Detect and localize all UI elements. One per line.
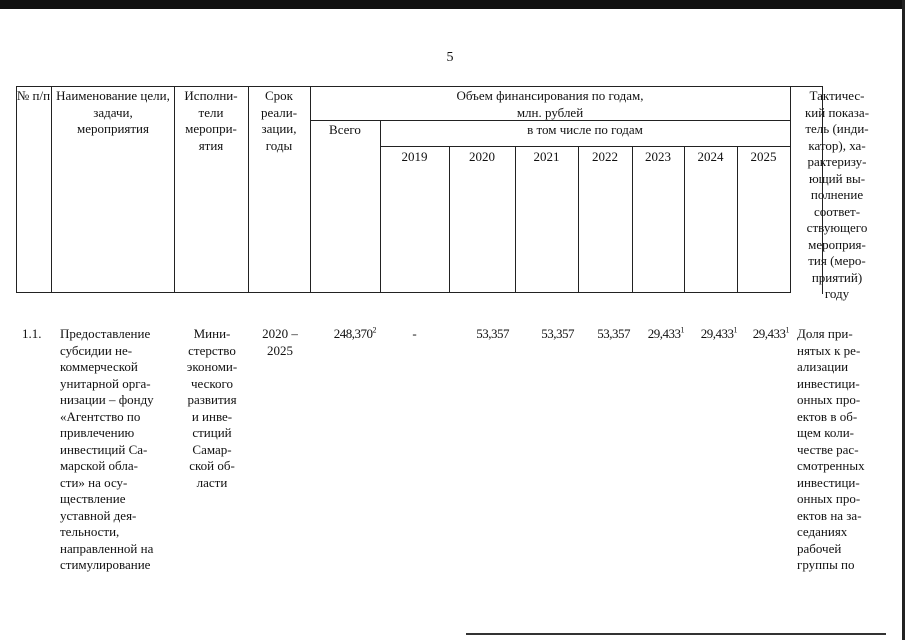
- value: 53,357: [541, 326, 574, 341]
- row-total: [312, 326, 376, 343]
- row-name-line: направленной на: [60, 540, 154, 556]
- row-indicator-line: ализации: [797, 359, 849, 374]
- value: 29,433: [647, 326, 681, 341]
- value: 29,433: [752, 326, 786, 341]
- row-indicator-line: седаниях: [797, 524, 848, 539]
- row-indicator-line: онных про-: [797, 392, 861, 407]
- row-name-line: коммерческой: [60, 359, 138, 374]
- row-indicator-line: щем коли-: [797, 425, 855, 440]
- value: 53,357: [597, 326, 630, 341]
- header-including: в том числе по годам: [527, 122, 643, 137]
- header-year: 2025: [750, 149, 777, 164]
- header-year: 2020: [469, 149, 495, 164]
- row-value-2023: [632, 326, 684, 343]
- header-funding: Объем финансирования по годам, млн. рублей: [456, 88, 644, 120]
- footnote: 1: [785, 325, 789, 335]
- row-name-line: сти» на осу-: [60, 474, 128, 490]
- row-indicator-line: ектов на за-: [797, 507, 862, 523]
- row-indicator-line: смотренных: [797, 458, 865, 473]
- row-indicator-line: ектов в об-: [797, 408, 858, 424]
- row-name-line: уставной дея-: [60, 507, 137, 523]
- row-name-line: инвестиций Са-: [60, 441, 148, 457]
- header-term: Срок реали- зации, годы: [260, 88, 298, 153]
- row-name-line: марской обла-: [60, 458, 138, 473]
- header-executors: Исполни- тели меропри- ятия: [184, 88, 238, 153]
- header-indicator: Тактичес- кий показа- тель (инди- катор), ха- рактеризу- ющий вы- полнение соответ- ствующего мероприя- тия (меро- приятий) году: [804, 88, 870, 301]
- row-value-2024: [684, 326, 737, 343]
- row-indicator-line: честве рас-: [797, 441, 859, 457]
- row-name-line: «Агентство по: [60, 408, 141, 424]
- header-year: 2021: [533, 149, 560, 164]
- row-name-line: тельности,: [60, 524, 120, 539]
- row-indicator-line: нятых к ре-: [797, 342, 861, 358]
- row-value-2019: [380, 326, 449, 343]
- row-value-2020: [449, 326, 509, 343]
- header-number: № п/п: [16, 88, 51, 103]
- row-name-line: субсидии не-: [60, 342, 133, 358]
- row-number: 1.1.: [22, 326, 42, 341]
- row-indicator-line: инвестици-: [797, 474, 860, 490]
- row-indicator-line: рабочей: [797, 540, 842, 556]
- footnote: 1: [733, 325, 737, 335]
- row-total-value: 248,370: [333, 326, 373, 341]
- header-name: Наименование цели, задачи, мероприятия: [56, 88, 170, 136]
- row-value-2025: [737, 326, 789, 343]
- page-number: 5: [446, 50, 454, 65]
- row-name-line: низации – фонду: [60, 392, 154, 407]
- header-year: 2024: [697, 149, 724, 164]
- row-name-line: привлечению: [60, 425, 135, 440]
- header-year: 2019: [401, 149, 428, 164]
- row-indicator-line: инвестици-: [797, 375, 860, 391]
- header-year: 2022: [592, 149, 618, 164]
- row-name-line: Предоставление: [60, 326, 151, 341]
- row-value-2022: [578, 326, 630, 343]
- row-indicator-line: онных про-: [797, 491, 861, 506]
- row-value-2021: [515, 326, 574, 343]
- header-total: Всего: [329, 122, 361, 137]
- header-year: 2023: [645, 149, 671, 164]
- row-total-footnote: 2: [372, 325, 376, 335]
- scan-top-border: [0, 0, 905, 9]
- row-term: 2020 – 2025: [262, 326, 298, 358]
- row-name-line: стимулирование: [60, 557, 151, 572]
- row-name-line: ществление: [60, 491, 126, 506]
- row-executors: Мини- стерство экономи- ческого развития и инве- стиций Самар- ской об- ласти: [186, 326, 238, 490]
- footnote: 1: [680, 325, 684, 335]
- value: 29,433: [700, 326, 734, 341]
- scan-bottom-line: [466, 633, 886, 635]
- row-indicator-line: группы по: [797, 557, 855, 572]
- row-indicator-line: Доля при-: [797, 326, 853, 341]
- value: 53,357: [476, 326, 509, 341]
- value: -: [412, 326, 417, 341]
- row-name-line: унитарной орга-: [60, 375, 151, 391]
